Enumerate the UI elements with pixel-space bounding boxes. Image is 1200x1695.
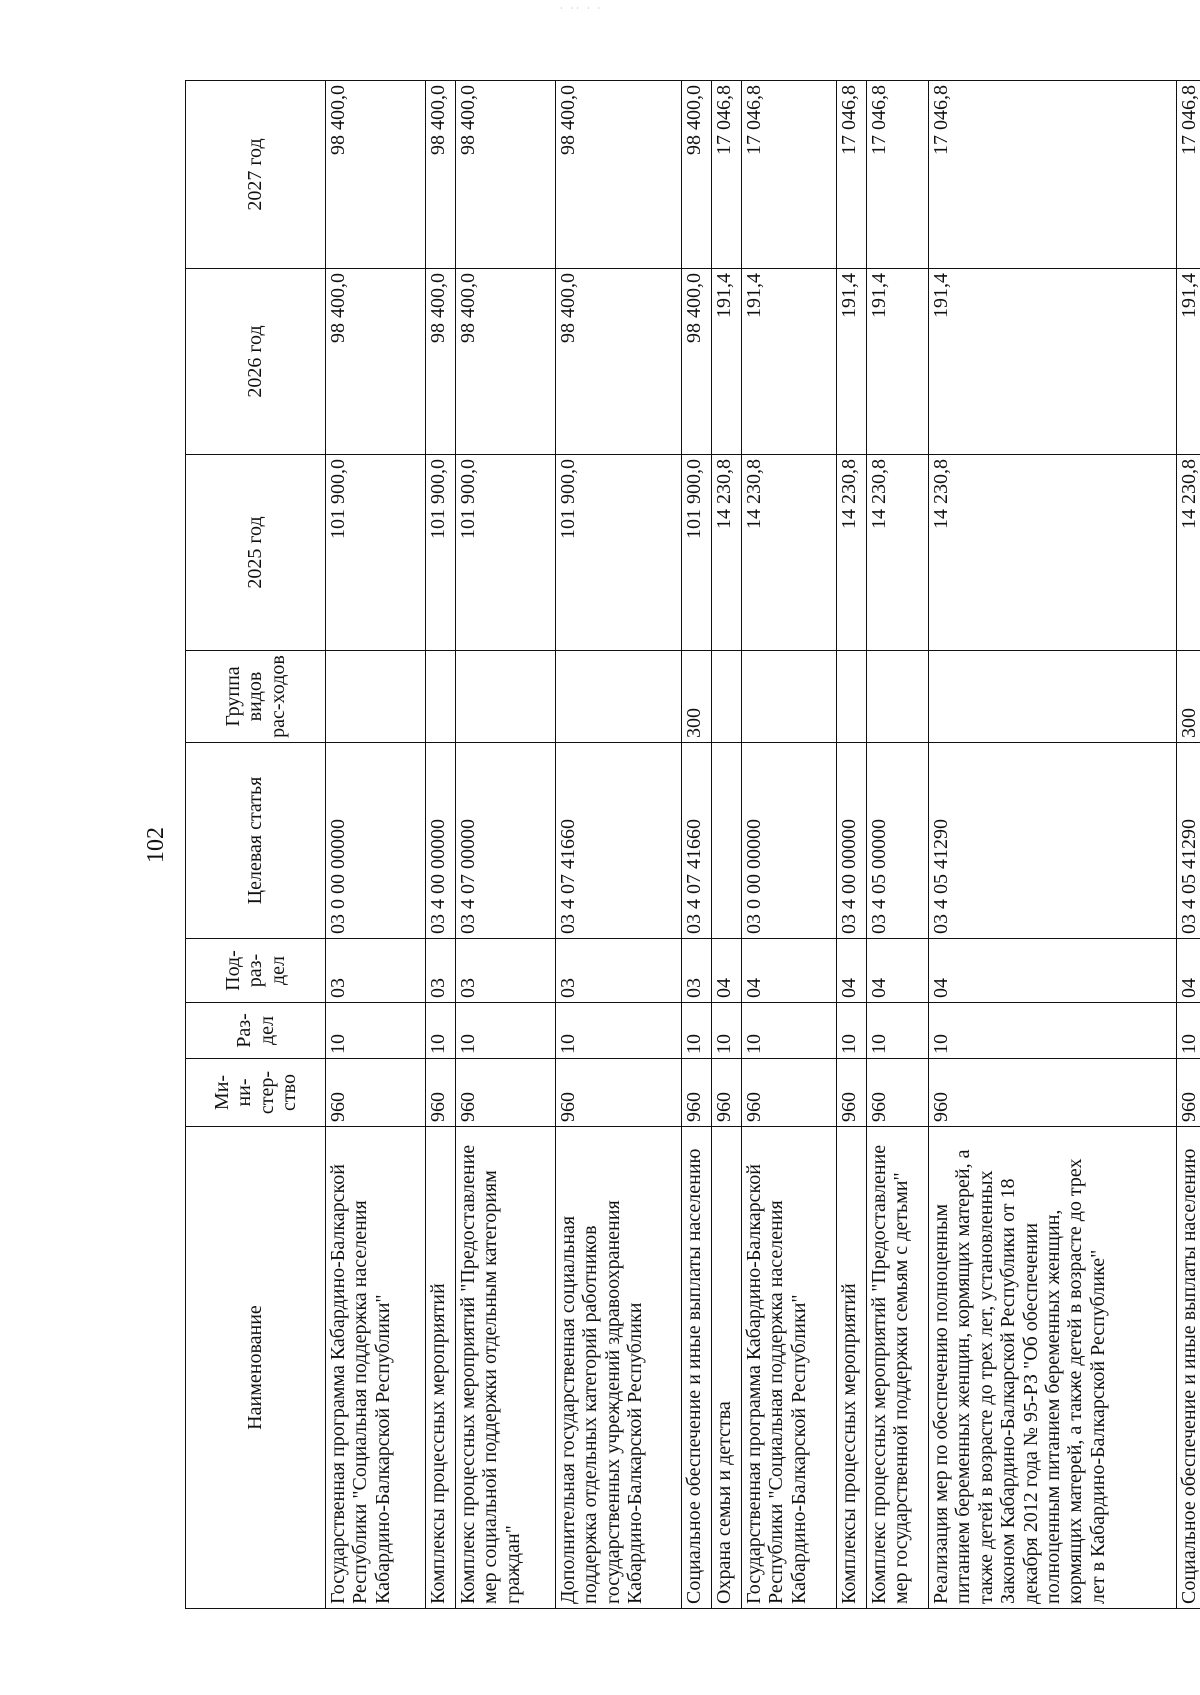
row-expense-group <box>326 651 426 743</box>
row-section: 10 <box>867 1003 929 1059</box>
row-section: 10 <box>326 1003 426 1059</box>
row-target-article: 03 4 07 41660 <box>556 743 682 939</box>
row-expense-group <box>426 651 456 743</box>
row-ministry: 960 <box>837 1059 867 1127</box>
row-amount-2025: 101 900,0 <box>426 455 456 651</box>
row-amount-2025: 101 900,0 <box>456 455 556 651</box>
col-header-ministry: Ми-ни-стер-ство <box>186 1059 326 1127</box>
row-subsection: 04 <box>837 939 867 1003</box>
row-section: 10 <box>456 1003 556 1059</box>
row-amount-2026: 98 400,0 <box>426 269 456 455</box>
row-subsection: 04 <box>867 939 929 1003</box>
row-subsection: 04 <box>929 939 1177 1003</box>
row-section: 10 <box>742 1003 837 1059</box>
row-expense-group: 300 <box>682 651 712 743</box>
row-amount-2026: 191,4 <box>929 269 1177 455</box>
row-name: Реализация мер по обеспечению полноценным питанием беременных женщин, кормящих матерей, а также детей в возрасте до трех лет, установленных Законом Кабардино-Балкарской Республики от 18 декабря 2012 года № 95-РЗ "Об обеспечении полноценным питанием беременных женщин, кормящих матерей, а также детей в возрасте до трех лет в Кабардино-Балкарской Республике" <box>929 1127 1177 1609</box>
table-row <box>326 81 426 1609</box>
row-subsection: 04 <box>1177 939 1200 1003</box>
row-target-article: 03 4 00 00000 <box>837 743 867 939</box>
table-row <box>456 81 556 1609</box>
row-section: 10 <box>682 1003 712 1059</box>
row-amount-2025: 101 900,0 <box>326 455 426 651</box>
row-amount-2027: 17 046,8 <box>867 81 929 269</box>
row-ministry: 960 <box>1177 1059 1200 1127</box>
col-header-subsection: Под-раз-дел <box>186 939 326 1003</box>
row-name: Комплекс процессных мероприятий "Предоставление мер государственной поддержки семьям с детьми" <box>867 1127 929 1609</box>
col-header-section: Раз-дел <box>186 1003 326 1059</box>
row-section: 10 <box>837 1003 867 1059</box>
row-expense-group <box>867 651 929 743</box>
row-ministry: 960 <box>742 1059 837 1127</box>
page-number: 102 <box>143 827 169 863</box>
row-amount-2026: 191,4 <box>837 269 867 455</box>
row-subsection: 03 <box>556 939 682 1003</box>
row-name: Комплексы процессных мероприятий <box>426 1127 456 1609</box>
row-amount-2027: 17 046,8 <box>1177 81 1200 269</box>
row-amount-2026: 191,4 <box>867 269 929 455</box>
row-name: Социальное обеспечение и иные выплаты населению <box>1177 1127 1200 1609</box>
row-amount-2025: 14 230,8 <box>837 455 867 651</box>
row-expense-group <box>837 651 867 743</box>
row-amount-2026: 98 400,0 <box>556 269 682 455</box>
row-ministry: 960 <box>929 1059 1177 1127</box>
rotated-page <box>130 81 1200 1609</box>
col-header-2026: 2026 год <box>186 269 326 455</box>
row-amount-2027: 17 046,8 <box>837 81 867 269</box>
row-expense-group <box>742 651 837 743</box>
row-target-article <box>712 743 742 939</box>
row-expense-group <box>556 651 682 743</box>
row-amount-2025: 14 230,8 <box>712 455 742 651</box>
row-name: Охрана семьи и детства <box>712 1127 742 1609</box>
row-expense-group <box>712 651 742 743</box>
col-header-2027: 2027 год <box>186 81 326 269</box>
row-name: Комплексы процессных мероприятий <box>837 1127 867 1609</box>
row-amount-2025: 101 900,0 <box>556 455 682 651</box>
row-section: 10 <box>556 1003 682 1059</box>
table-row <box>682 81 712 1609</box>
table-row <box>929 81 1177 1609</box>
row-expense-group <box>456 651 556 743</box>
row-target-article: 03 4 05 00000 <box>867 743 929 939</box>
row-section: 10 <box>426 1003 456 1059</box>
row-target-article: 03 4 05 41290 <box>1177 743 1200 939</box>
row-name: Социальное обеспечение и иные выплаты населению <box>682 1127 712 1609</box>
row-target-article: 03 0 00 00000 <box>742 743 837 939</box>
budget-table <box>185 80 1200 1609</box>
col-header-name: Наименование <box>186 1127 326 1609</box>
table-row <box>712 81 742 1609</box>
row-amount-2026: 98 400,0 <box>326 269 426 455</box>
row-expense-group <box>929 651 1177 743</box>
table-row <box>867 81 929 1609</box>
row-section: 10 <box>1177 1003 1200 1059</box>
row-amount-2026: 191,4 <box>712 269 742 455</box>
table-row <box>1177 81 1200 1609</box>
row-amount-2025: 14 230,8 <box>867 455 929 651</box>
table-row <box>837 81 867 1609</box>
row-amount-2027: 98 400,0 <box>682 81 712 269</box>
table-row <box>426 81 456 1609</box>
row-expense-group: 300 <box>1177 651 1200 743</box>
row-ministry: 960 <box>556 1059 682 1127</box>
row-amount-2027: 17 046,8 <box>742 81 837 269</box>
row-name: Государственная программа Кабардино-Балкарской Республики "Социальная поддержка населения Кабардино-Балкарской Республики" <box>742 1127 837 1609</box>
row-ministry: 960 <box>867 1059 929 1127</box>
row-target-article: 03 4 00 00000 <box>426 743 456 939</box>
row-amount-2026: 191,4 <box>1177 269 1200 455</box>
row-amount-2025: 14 230,8 <box>1177 455 1200 651</box>
row-subsection: 03 <box>682 939 712 1003</box>
col-header-group: Группа видов рас-ходов <box>186 651 326 743</box>
row-target-article: 03 4 07 00000 <box>456 743 556 939</box>
row-section: 10 <box>929 1003 1177 1059</box>
row-amount-2026: 191,4 <box>742 269 837 455</box>
scan-artifact: · ·· · · <box>560 4 604 13</box>
row-amount-2027: 98 400,0 <box>556 81 682 269</box>
col-header-target: Целевая статья <box>186 743 326 939</box>
row-name: Государственная программа Кабардино-Балкарской Республики "Социальная поддержка населения Кабардино-Балкарской Республики" <box>326 1127 426 1609</box>
row-ministry: 960 <box>326 1059 426 1127</box>
row-ministry: 960 <box>426 1059 456 1127</box>
row-amount-2027: 98 400,0 <box>326 81 426 269</box>
table-row <box>556 81 682 1609</box>
row-subsection: 03 <box>426 939 456 1003</box>
col-header-2025: 2025 год <box>186 455 326 651</box>
row-target-article: 03 4 07 41660 <box>682 743 712 939</box>
row-amount-2025: 14 230,8 <box>929 455 1177 651</box>
row-subsection: 04 <box>712 939 742 1003</box>
row-amount-2027: 98 400,0 <box>456 81 556 269</box>
row-amount-2025: 14 230,8 <box>742 455 837 651</box>
row-subsection: 03 <box>456 939 556 1003</box>
row-amount-2027: 17 046,8 <box>929 81 1177 269</box>
row-section: 10 <box>712 1003 742 1059</box>
row-target-article: 03 4 05 41290 <box>929 743 1177 939</box>
row-subsection: 04 <box>742 939 837 1003</box>
row-ministry: 960 <box>456 1059 556 1127</box>
row-amount-2025: 101 900,0 <box>682 455 712 651</box>
row-name: Дополнительная государственная социальная поддержка отдельных категорий работников государственных учреждений здравоохранения Кабардино-Балкарской Республики <box>556 1127 682 1609</box>
table-row <box>742 81 837 1609</box>
row-subsection: 03 <box>326 939 426 1003</box>
row-ministry: 960 <box>682 1059 712 1127</box>
row-ministry: 960 <box>712 1059 742 1127</box>
table-header-row <box>186 81 326 1609</box>
row-amount-2026: 98 400,0 <box>682 269 712 455</box>
row-amount-2027: 98 400,0 <box>426 81 456 269</box>
row-target-article: 03 0 00 00000 <box>326 743 426 939</box>
row-name: Комплекс процессных мероприятий "Предоставление мер социальной поддержки отдельным категориям граждан" <box>456 1127 556 1609</box>
row-amount-2027: 17 046,8 <box>712 81 742 269</box>
row-amount-2026: 98 400,0 <box>456 269 556 455</box>
